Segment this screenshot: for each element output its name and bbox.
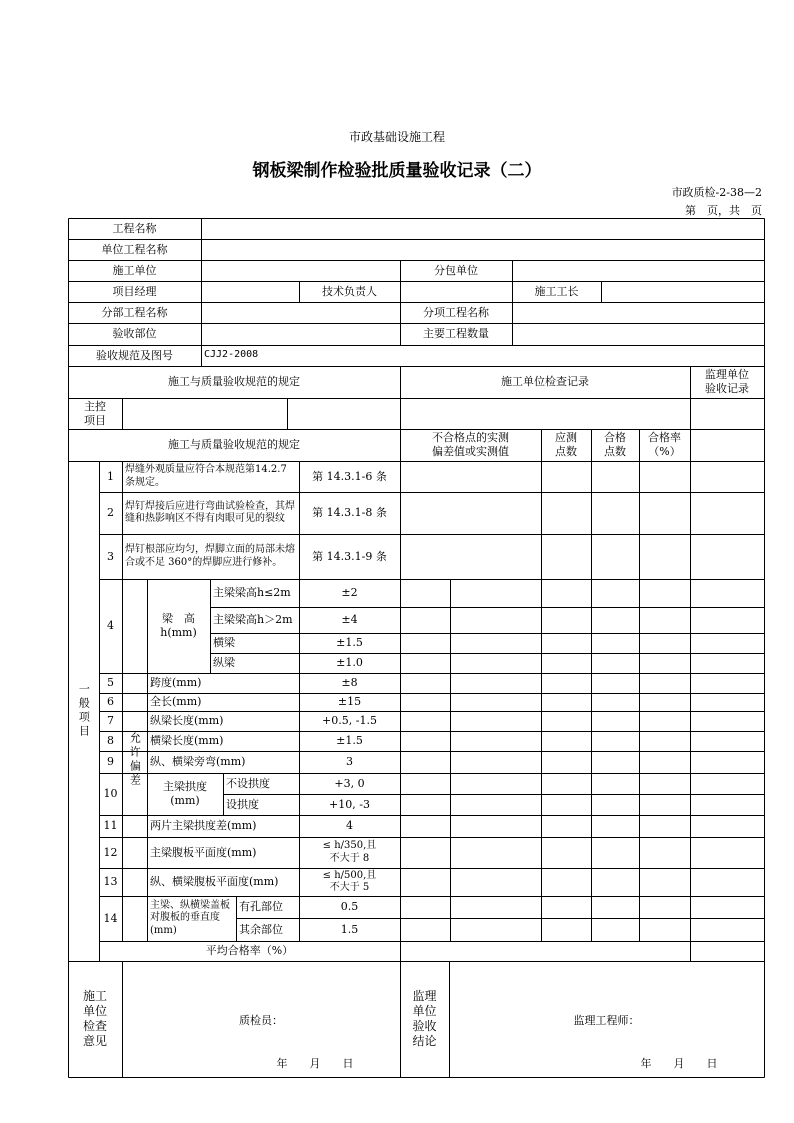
item-10a-text: 不设拱度 — [226, 776, 270, 790]
item-7-no: 7 — [107, 714, 114, 728]
main-control-value[interactable] — [287, 398, 400, 429]
label-project-manager: 项目经理 — [112, 284, 157, 298]
item-2-no: 2 — [107, 506, 114, 520]
fail-header: 不合格点的实测 偏差值或实测值 — [432, 431, 509, 458]
item-3-no: 3 — [107, 549, 114, 563]
value-project-manager[interactable] — [201, 281, 299, 302]
item-1-no: 1 — [107, 469, 114, 483]
item-8-no: 8 — [107, 734, 114, 748]
item-14a-value: 0.5 — [340, 900, 359, 914]
item-8-text: 横梁长度(mm) — [150, 734, 224, 748]
item-5-text: 跨度(mm) — [150, 676, 202, 690]
item-14-text: 主梁、纵横梁盖板对腹板的垂直度(mm) — [150, 899, 230, 936]
allowed-deviation-label: 允许偏差 — [128, 732, 142, 788]
main-control-label: 主控 项目 — [84, 399, 106, 427]
item-9-no: 9 — [107, 755, 114, 769]
form-code: 市政质检-2-38—2 — [671, 186, 762, 199]
value-sub-project[interactable] — [201, 302, 400, 323]
item-9-text: 纵、横梁旁弯(mm) — [150, 755, 246, 769]
inspector-signature[interactable]: 质检员： — [239, 1014, 283, 1028]
item-10-no: 10 — [103, 787, 118, 801]
item-2-clause: 第 14.3.1-8 条 — [312, 506, 387, 520]
page-number: 第 页，共 页 — [685, 204, 762, 217]
item-6-text: 全长(mm) — [150, 695, 202, 709]
item-14b-text: 其余部位 — [239, 922, 283, 936]
item-4b-text: 主梁梁高h＞2m — [213, 613, 293, 627]
item-12-value: ≤ h/350,且 不大于 8 — [322, 840, 377, 864]
label-foreman: 施工工长 — [534, 284, 579, 298]
construction-opinion-label: 施工 单位 检查 意见 — [82, 989, 107, 1048]
value-tech-lead[interactable] — [400, 281, 512, 302]
label-subcontractor: 分包单位 — [434, 263, 478, 277]
item-12-text: 主梁腹板平面度(mm) — [150, 845, 257, 859]
item-13-text: 纵、横梁腹板平面度(mm) — [150, 875, 279, 889]
item-6-value: ±15 — [337, 695, 362, 709]
item-13-value: ≤ h/500,且 不大于 5 — [322, 869, 377, 893]
label-tech-lead: 技术负责人 — [322, 284, 377, 298]
engineer-signature[interactable]: 监理工程师： — [573, 1014, 640, 1028]
rate-header: 合格率 （%） — [648, 431, 681, 458]
item-4b-value: ±4 — [341, 613, 358, 627]
document-subtitle: 市政基础设施工程 — [348, 130, 445, 144]
camber-label: 主梁拱度 (mm) — [163, 780, 207, 807]
label-sub-project: 分部工程名称 — [101, 305, 168, 319]
item-11-no: 11 — [103, 819, 118, 833]
average-pass-rate-label: 平均合格率（%） — [205, 944, 294, 958]
label-construction-unit: 施工单位 — [112, 263, 157, 277]
item-4a-text: 主梁梁高h≤2m — [213, 586, 291, 600]
item-1-clause: 第 14.3.1-6 条 — [312, 469, 387, 483]
label-main-quantity: 主要工程数量 — [423, 327, 489, 341]
item-7-text: 纵梁长度(mm) — [150, 714, 224, 728]
item-10b-value: +10, -3 — [329, 797, 370, 811]
check-header: 施工单位检查记录 — [501, 375, 589, 389]
beam-height-label: 梁 高 h(mm) — [160, 612, 197, 639]
supervisor-header: 监理单位 验收记录 — [705, 368, 749, 395]
main-control-supervisor[interactable] — [690, 398, 764, 429]
item-9-value: 3 — [346, 755, 353, 769]
item-14a-text: 有孔部位 — [239, 900, 283, 914]
value-spec: CJJ2-2008 — [204, 349, 259, 361]
item-6-no: 6 — [107, 695, 114, 709]
item-11-value: 4 — [346, 819, 353, 833]
spec-header: 施工与质量验收规范的规定 — [168, 375, 300, 389]
average-pass-rate-value[interactable] — [400, 941, 690, 961]
item-1-text: 焊缝外观质量应符合本规范第14.2.7 条规定。 — [125, 464, 287, 488]
item-5-value: ±8 — [341, 676, 358, 690]
main-control-check[interactable] — [400, 398, 690, 429]
value-subcontractor[interactable] — [512, 260, 764, 281]
item-4c-text: 横梁 — [213, 636, 235, 650]
value-unit-project[interactable] — [201, 239, 764, 260]
label-spec: 验收规范及图号 — [96, 348, 173, 362]
item-7-value: +0.5, -1.5 — [322, 714, 377, 728]
label-project-name: 工程名称 — [112, 221, 157, 235]
item-14b-value: 1.5 — [340, 922, 359, 936]
item-2-text: 焊钉焊接后应进行弯曲试验检查，其焊缝和热影响区不得有肉眼可见的裂纹 — [125, 500, 295, 524]
spec-header-2: 施工与质量验收规范的规定 — [168, 438, 300, 452]
value-construction-unit[interactable] — [201, 260, 400, 281]
value-item-project[interactable] — [512, 302, 764, 323]
item-4-no: 4 — [107, 619, 114, 633]
document-title: 钢板梁制作检验批质量验收记录（二） — [252, 161, 542, 181]
label-unit-project: 单位工程名称 — [101, 242, 168, 256]
item-14-no: 14 — [103, 911, 118, 925]
supervisor-conclusion-label: 监理 单位 验收 结论 — [412, 989, 437, 1048]
should-header: 应测 点数 — [555, 431, 577, 458]
item-13-no: 13 — [103, 875, 118, 889]
item-10b-text: 设拱度 — [226, 797, 259, 811]
item-3-text: 焊钉根部应均匀，焊脚立面的局部未熔合或不足 360°的焊脚应进行修补。 — [125, 544, 295, 568]
general-items-label: 一般项目 — [77, 683, 91, 739]
item-10a-value: +3, 0 — [334, 776, 365, 790]
value-project-name[interactable] — [201, 218, 764, 239]
value-inspection-part[interactable] — [201, 323, 400, 345]
item-12-no: 12 — [103, 845, 118, 859]
value-foreman[interactable] — [601, 281, 764, 302]
item-5-no: 5 — [107, 676, 114, 690]
supervisor-date[interactable]: 年 月 日 — [640, 1057, 718, 1071]
label-item-project: 分项工程名称 — [423, 305, 489, 319]
pass-header: 合格 点数 — [604, 431, 626, 458]
value-main-quantity[interactable] — [512, 323, 764, 345]
item-4c-value: ±1.5 — [336, 636, 363, 650]
item-4d-value: ±1.0 — [336, 656, 363, 670]
item-4a-value: ±2 — [341, 586, 358, 600]
item-11-text: 两片主梁拱度差(mm) — [150, 819, 257, 833]
item-8-value: ±1.5 — [336, 734, 363, 748]
construction-date[interactable]: 年 月 日 — [276, 1057, 354, 1071]
item-3-clause: 第 14.3.1-9 条 — [312, 549, 387, 563]
item-4d-text: 纵梁 — [213, 656, 235, 670]
main-control-clause[interactable] — [122, 398, 287, 429]
label-inspection-part: 验收部位 — [112, 327, 157, 341]
